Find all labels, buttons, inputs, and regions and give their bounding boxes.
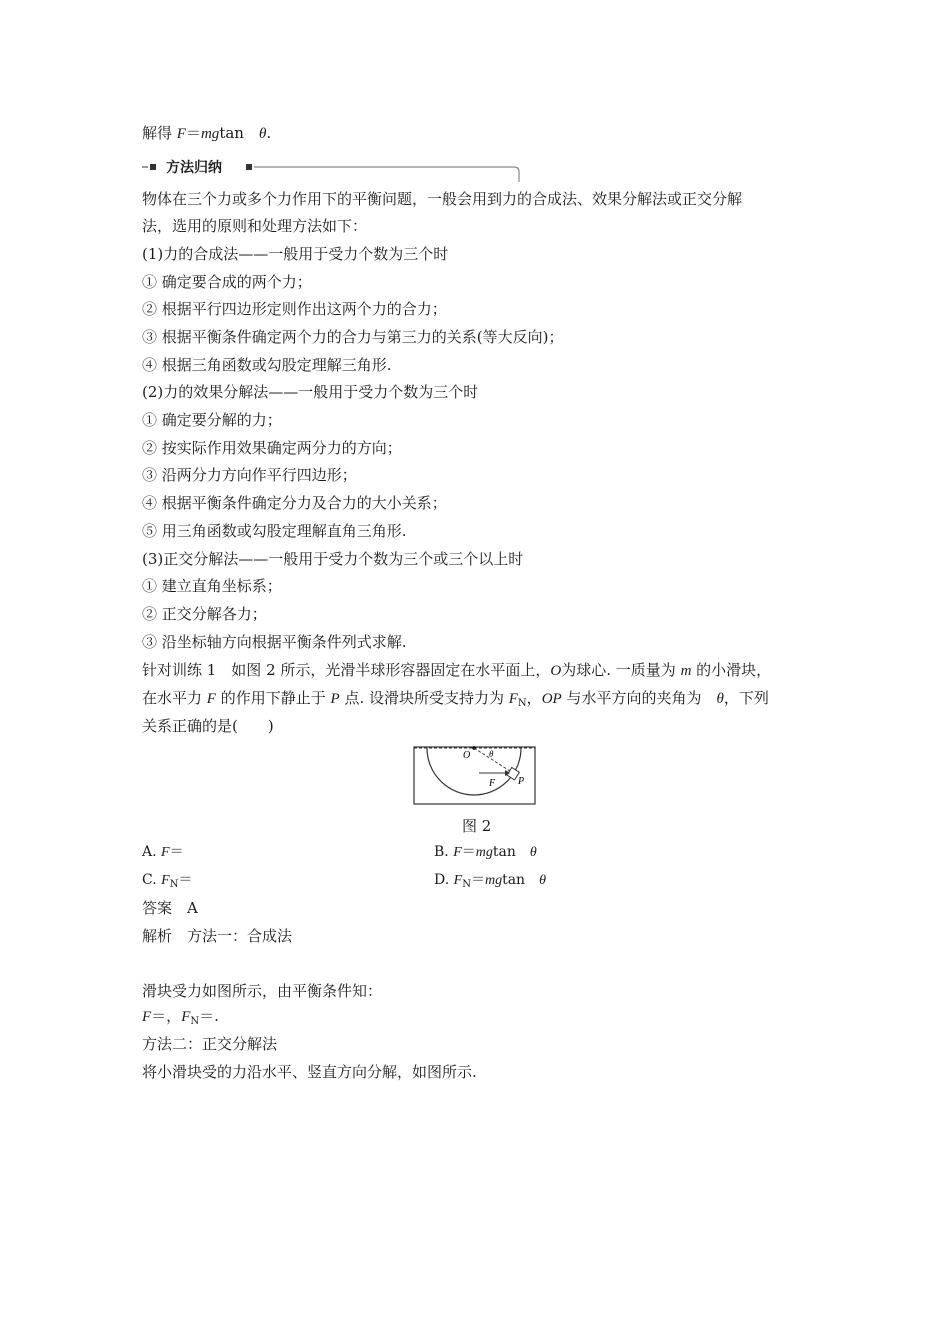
analysis-line: 解析 方法一：合成法: [142, 927, 293, 945]
intro-line-2: 法，选用的原则和处理方法如下：: [142, 217, 368, 235]
section-2-item: ① 确定要分解的力；: [142, 411, 282, 429]
section-2-item: ④ 根据平衡条件确定分力及合力的大小关系；: [142, 494, 447, 512]
section-2-item: ② 按实际作用效果确定两分力的方向；: [142, 439, 402, 457]
result-line: F＝，$F_N=$.: [142, 1007, 219, 1027]
method-two-line: 方法二：正交分解法: [142, 1035, 278, 1053]
problem-line-3: 关系正确的是( ): [142, 717, 274, 735]
figure-caption: 图 2: [462, 817, 492, 835]
section-2-item: ⑤ 用三角函数或勾股定理解直角三角形.: [142, 522, 407, 540]
problem-line-1: 针对训练 1 如图 2 所示，光滑半球形容器固定在水平面上，O为球心. 一质量为 m 的小滑块，: [142, 661, 772, 679]
op-radius: [474, 748, 513, 773]
section-3-item: ③ 沿坐标轴方向根据平衡条件列式求解.: [142, 633, 407, 651]
option-c: C. $F_N=$: [142, 872, 193, 890]
label-theta: θ: [489, 749, 494, 759]
section-1-item: ① 确定要合成的两个力；: [142, 273, 312, 291]
hemisphere-figure: [413, 745, 537, 807]
label-f: F: [489, 778, 496, 789]
intro-line-1: 物体在三个力或多个力作用下的平衡问题，一般会用到力的合成法、效果分解法或正交分解: [142, 190, 743, 208]
section-3-item: ② 正交分解各力；: [142, 605, 267, 623]
section-2-title: (2)力的效果分解法——一般用于受力个数为三个时: [142, 383, 479, 401]
label-o: O: [463, 750, 471, 761]
method-summary-header: [142, 155, 520, 183]
section-1-item: ③ 根据平衡条件确定两个力的合力与第三力的关系(等大反向)；: [142, 328, 564, 346]
section-1-title: (1)力的合成法——一般用于受力个数为三个时: [142, 245, 449, 263]
last-line: 将小滑块受的力沿水平、竖直方向分解，如图所示.: [142, 1063, 477, 1081]
section-1-item: ④ 根据三角函数或勾股定理解三角形.: [142, 356, 392, 374]
solve-line: 解得 F＝mgtan θ.: [142, 124, 272, 142]
method-title: 方法归纳: [162, 157, 226, 177]
section-1-item: ② 根据平行四边形定则作出这两个力的合力；: [142, 300, 447, 318]
label-p: P: [518, 776, 525, 787]
problem-line-2: 在水平力 F 的作用下静止于 P 点. 设滑块所受支持力为 $F_N$，OP 与水平方向的夹角为 θ，下列: [142, 689, 769, 709]
option-a: A. F＝: [142, 844, 184, 860]
force-description: 滑块受力如图所示，由平衡条件知：: [142, 982, 383, 1000]
section-3-title: (3)正交分解法——一般用于受力个数为三个或三个以上时: [142, 550, 524, 568]
section-2-item: ③ 沿两分力方向作平行四边形；: [142, 466, 357, 484]
section-3-item: ① 建立直角坐标系；: [142, 577, 282, 595]
option-b: B. F＝mgtan θ: [434, 844, 537, 860]
option-d: D. $F_N=mgtan$ θ: [434, 872, 546, 890]
answer-line: 答案 A: [142, 899, 198, 917]
